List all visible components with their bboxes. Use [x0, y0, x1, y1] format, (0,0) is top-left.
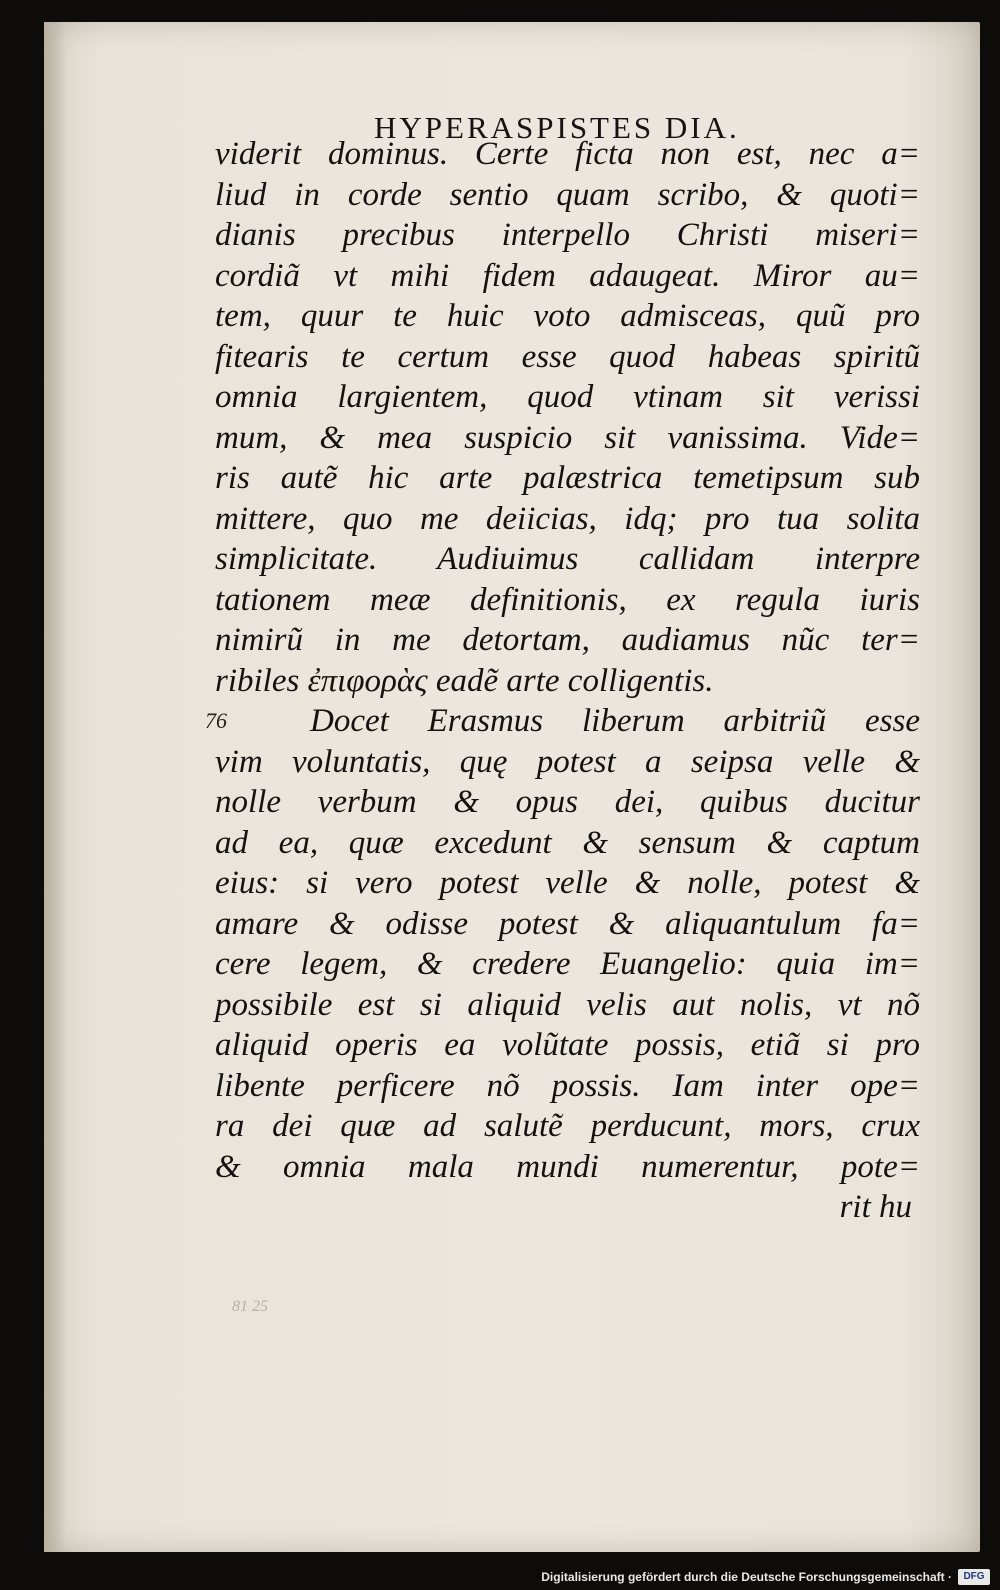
text-line: amare & odisse potest & aliquantulum fa=: [215, 905, 920, 942]
text-line: ad ea, quæ excedunt & sensum & captum: [215, 824, 920, 861]
text-line: ris autẽ hic arte palæstrica temetipsum sub: [215, 460, 920, 496]
text-line: omnia largientem, quod vtinam sit verissi: [215, 379, 920, 415]
text-line: dianis precibus interpello Christi miseri=: [215, 217, 920, 253]
text-line: viderit dominus. Certe ficta non est, nec a=: [215, 136, 920, 172]
text-line: mum, & mea suspicio sit vanissima. Vide=: [215, 419, 920, 456]
text-line: possibile est si aliquid velis aut nolis, vt nõ: [215, 986, 920, 1023]
text-line: ribiles ἐπιφορὰς eadẽ arte colligentis.: [215, 662, 714, 699]
text-line: liud in corde sentio quam scribo, & quoti=: [215, 176, 920, 213]
text-line: ra dei quæ ad salutẽ perducunt, mors, crux: [215, 1108, 920, 1144]
text-line: aliquid operis ea volũtate possis, etiã si pro: [215, 1027, 920, 1063]
page-gutter-shadow: [44, 22, 66, 1552]
text-line: tem, quur te huic voto admisceas, quũ pro: [215, 298, 920, 334]
text-line: nimirũ in me detortam, audiamus nũc ter=: [215, 622, 920, 658]
text-line: simplicitate. Audiuimus callidam interpre: [215, 541, 920, 577]
text-line: Docet Erasmus liberum arbitriũ esse: [310, 703, 920, 739]
text-block: [205, 134, 920, 1228]
footer-bar: [0, 1558, 1000, 1590]
text-line: cordiã vt mihi fidem adaugeat. Miror au=: [215, 257, 920, 294]
text-line: cere legem, & credere Euangelio: quia im=: [215, 946, 920, 982]
text-line: tationem meæ definitionis, ex regula iuris: [215, 581, 920, 618]
text-line: vim voluntatis, quę potest a seipsa velle &: [215, 743, 920, 780]
dfg-logo: DFG: [958, 1569, 990, 1585]
funding-credit: Digitalisierung gefördert durch die Deutsche Forschungsgemeinschaft ·: [541, 1570, 952, 1584]
running-head: HYPERASPISTES DIA.: [374, 110, 740, 145]
bleed-through-mark: 81 25: [232, 1298, 268, 1315]
text-line: eius: si vero potest velle & nolle, potest &: [215, 865, 920, 901]
text-line: mittere, quo me deiicias, idq; pro tua solita: [215, 500, 920, 537]
text-line: & omnia mala mundi numerentur, pote=: [215, 1148, 920, 1185]
text-line: libente perficere nõ possis. Iam inter ope=: [215, 1067, 920, 1104]
text-line: fitearis te certum esse quod habeas spiritũ: [215, 338, 920, 375]
catchword: rit hu: [839, 1189, 912, 1225]
paragraph-start-line: [205, 701, 920, 742]
margin-number: 76: [205, 708, 227, 733]
text-line: nolle verbum & opus dei, quibus ducitur: [215, 784, 920, 820]
